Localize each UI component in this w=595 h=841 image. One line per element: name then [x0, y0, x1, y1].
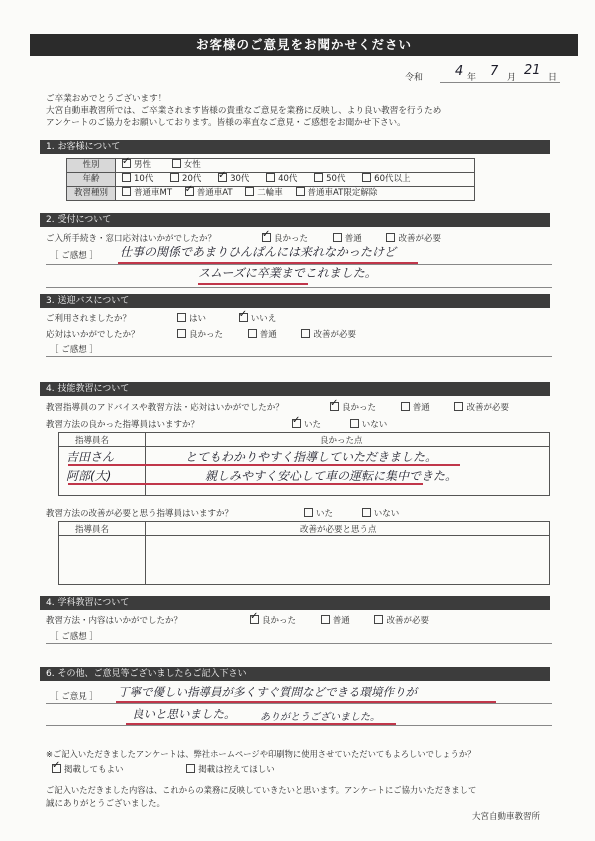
- option-female-label: 女性: [183, 160, 201, 170]
- skill-q2-options: [292, 418, 387, 430]
- classroom-comment-label: ［ ご感想 ］: [50, 632, 98, 642]
- section-4-header: 4. 技能教習について: [40, 382, 550, 396]
- comment-underline: [198, 283, 308, 285]
- checkbox-classroom-improve[interactable]: [374, 615, 383, 624]
- option-no: いない: [373, 509, 400, 519]
- checkbox-good-instructor-no[interactable]: [350, 419, 359, 428]
- option-male-label: 男性: [134, 160, 152, 170]
- date-month: 7: [490, 64, 499, 79]
- other-comment-label: ［ ご意見 ］: [50, 692, 98, 702]
- checkbox-at-limit[interactable]: [296, 187, 305, 196]
- checkbox-classroom-good[interactable]: [250, 615, 259, 624]
- ruled-line: [46, 287, 552, 288]
- age-options: [115, 172, 475, 187]
- option-normal: 普通: [332, 616, 350, 626]
- option-age-60s: 60代以上: [374, 174, 411, 184]
- option-motorcycle: 二輪車: [257, 188, 283, 198]
- skill-q1-options: [330, 401, 509, 413]
- bus-q1-options: [177, 312, 276, 324]
- option-improve: 改善が必要: [398, 234, 441, 244]
- checkbox-at[interactable]: [185, 187, 194, 196]
- option-no: いいえ: [250, 314, 277, 324]
- section-3-header: 3. 送迎バスについて: [40, 294, 550, 308]
- checkbox-age-30s[interactable]: [218, 173, 227, 182]
- option-normal: 普通: [412, 403, 430, 413]
- ruled-line: [46, 725, 552, 726]
- course-options: [115, 186, 475, 201]
- date-day-unit: 日: [548, 73, 558, 83]
- skill-q3-options: [304, 507, 399, 519]
- option-improve: 改善が必要: [313, 330, 356, 340]
- bad-head-name: 指導員名: [75, 525, 110, 535]
- classroom-options: [250, 614, 429, 626]
- checkbox-motorcycle[interactable]: [245, 187, 254, 196]
- bad-head-point: 改善が必要と思う点: [300, 525, 377, 535]
- checkbox-reception-good[interactable]: [262, 233, 271, 242]
- option-age-50s: 50代: [326, 174, 346, 184]
- option-yes: いた: [316, 509, 334, 519]
- ruled-line: [46, 264, 552, 265]
- reception-comment-line-2: スムーズに卒業までこれました。: [198, 266, 377, 280]
- checkbox-age-10s[interactable]: [122, 173, 131, 182]
- option-publish-ok: 掲載してもよい: [64, 765, 124, 775]
- intro-line-2: 大宮自動車教習所では、ご卒業されます皆様の貴重なご意見を業務に反映し、より良い教習を行うため: [46, 106, 442, 116]
- checkbox-bus-no[interactable]: [239, 313, 248, 322]
- comment-underline: [68, 464, 460, 466]
- table-divider: [145, 521, 146, 585]
- checkbox-reception-improve[interactable]: [386, 233, 395, 242]
- intro-line-1: ご卒業おめでとうございます！: [46, 94, 167, 104]
- option-age-30s: 30代: [230, 174, 250, 184]
- other-comment-line-2b: ありがとうございました。: [260, 712, 380, 723]
- label-course: 教習種別: [66, 186, 116, 201]
- checkbox-publish-ok[interactable]: [52, 764, 61, 773]
- checkbox-bus-normal[interactable]: [248, 329, 257, 338]
- gender-options: [115, 158, 475, 173]
- good-row-1-name: 吉田さん: [66, 450, 115, 464]
- ruled-line: [46, 356, 552, 357]
- option-mt: 普通車MT: [134, 188, 173, 198]
- option-improve: 改善が必要: [466, 403, 509, 413]
- organization-name: 大宮自動車教習所: [472, 812, 541, 822]
- option-publish-no: 掲載は控えてほしい: [198, 765, 275, 775]
- checkbox-bus-improve[interactable]: [301, 329, 310, 338]
- checkbox-skill-good[interactable]: [330, 402, 339, 411]
- option-yes: はい: [189, 314, 207, 324]
- option-good: 良かった: [262, 616, 297, 626]
- bus-question-1: ご利用されましたか？: [46, 314, 132, 324]
- good-row-2-name: 阿部(大): [66, 469, 112, 483]
- skill-question-1: 教習指導員のアドバイスや教習方法・応対はいかがでしたか？: [46, 403, 284, 413]
- option-at-limit: 普通車AT限定解除: [307, 188, 378, 198]
- good-head-point: 良かった点: [320, 436, 363, 446]
- option-good: 良かった: [274, 234, 309, 244]
- publication-options: [52, 763, 275, 775]
- checkbox-male[interactable]: [122, 159, 131, 168]
- reception-comment-label: ［ ご感想 ］: [50, 251, 98, 261]
- table-rule: [58, 446, 550, 447]
- page-title: お客様のご意見をお聞かせください: [30, 34, 578, 56]
- label-age: 年齢: [66, 172, 116, 187]
- checkbox-female[interactable]: [172, 159, 181, 168]
- checkbox-good-instructor-yes[interactable]: [292, 419, 301, 428]
- option-improve: 改善が必要: [386, 616, 429, 626]
- checkbox-skill-normal[interactable]: [401, 402, 410, 411]
- closing-line-1: ご記入いただきました内容は、これからの業務に反映していきたいと思います。アンケートにご協力いただきまして: [46, 785, 477, 795]
- ruled-line: [46, 703, 552, 704]
- date-month-unit: 月: [507, 73, 517, 83]
- reception-question: ご入所手続き・窓口応対はいかがでしたか？: [46, 234, 217, 244]
- section-5-header: 4. 学科教習について: [40, 596, 550, 610]
- option-good: 良かった: [189, 330, 224, 340]
- checkbox-publish-no[interactable]: [186, 764, 195, 773]
- option-age-10s: 10代: [134, 174, 154, 184]
- option-at: 普通車AT: [196, 188, 233, 198]
- checkbox-reception-normal[interactable]: [333, 233, 342, 242]
- option-normal: 普通: [259, 330, 277, 340]
- label-gender: 性別: [66, 158, 116, 173]
- skill-question-2: 教習方法の良かった指導員はいますか？: [46, 420, 200, 430]
- option-yes: いた: [304, 420, 322, 430]
- date-year-unit: 年: [467, 73, 477, 83]
- checkbox-skill-improve[interactable]: [454, 402, 463, 411]
- checkbox-age-20s[interactable]: [170, 173, 179, 182]
- checkbox-bad-instructor-yes[interactable]: [304, 508, 313, 517]
- publication-question: ※ご記入いただきましたアンケートは、弊社ホームページや印刷物に使用させていただいてもよろしいでしょうか？: [46, 749, 476, 759]
- checkbox-classroom-normal[interactable]: [321, 615, 330, 624]
- section-1-header: 1. お客様について: [40, 140, 550, 154]
- checkbox-age-50s[interactable]: [314, 173, 323, 182]
- bus-comment-label: ［ ご感想 ］: [50, 345, 98, 355]
- checkbox-mt[interactable]: [122, 187, 131, 196]
- option-good: 良かった: [342, 403, 377, 413]
- good-head-name: 指導員名: [75, 436, 110, 446]
- comment-underline: [68, 483, 423, 485]
- option-age-40s: 40代: [278, 174, 298, 184]
- option-age-20s: 20代: [182, 174, 202, 184]
- good-row-1-point: とてもわかりやすく指導していただきました。: [185, 450, 438, 464]
- date-underline: [440, 82, 560, 83]
- checkbox-bad-instructor-no[interactable]: [362, 508, 371, 517]
- skill-question-3: 教習方法の改善が必要と思う指導員はいますか？: [46, 509, 234, 519]
- checkbox-bus-good[interactable]: [177, 329, 186, 338]
- table-rule: [58, 535, 550, 536]
- other-comment-line-1: 丁寧で優しい指導員が多くすぐ質問などできる環境作りが: [118, 685, 417, 699]
- checkbox-age-60s[interactable]: [362, 173, 371, 182]
- checkbox-age-40s[interactable]: [266, 173, 275, 182]
- date-year: 4: [455, 64, 464, 79]
- good-row-2-point: 親しみやすく安心して車の運転に集中できた。: [205, 469, 458, 483]
- option-normal: 普通: [344, 234, 362, 244]
- closing-line-2: 誠にありがとうございました。: [46, 799, 166, 809]
- ruled-line: [46, 643, 552, 644]
- option-no: いない: [361, 420, 388, 430]
- bus-question-2: 応対はいかがでしたか？: [46, 330, 140, 340]
- section-2-header: 2. 受付について: [40, 213, 550, 227]
- date-era: 令和: [405, 73, 424, 83]
- other-comment-line-2a: 良いと思いました。: [132, 707, 236, 721]
- bus-q2-options: [177, 328, 356, 340]
- section-6-header: 6. その他、ご意見等ございましたらご記入下さい: [40, 667, 550, 681]
- intro-line-3: アンケートのご協力をお願いしております。皆様の率直なご意見・ご感想をお聞かせ下さい。: [46, 118, 406, 128]
- checkbox-bus-yes[interactable]: [177, 313, 186, 322]
- reception-comment-line-1: 仕事の関係であまりひんぱんには来れなかったけど: [120, 245, 397, 259]
- date-day: 21: [524, 63, 541, 78]
- classroom-question: 教習方法・内容はいかがでしたか？: [46, 616, 183, 626]
